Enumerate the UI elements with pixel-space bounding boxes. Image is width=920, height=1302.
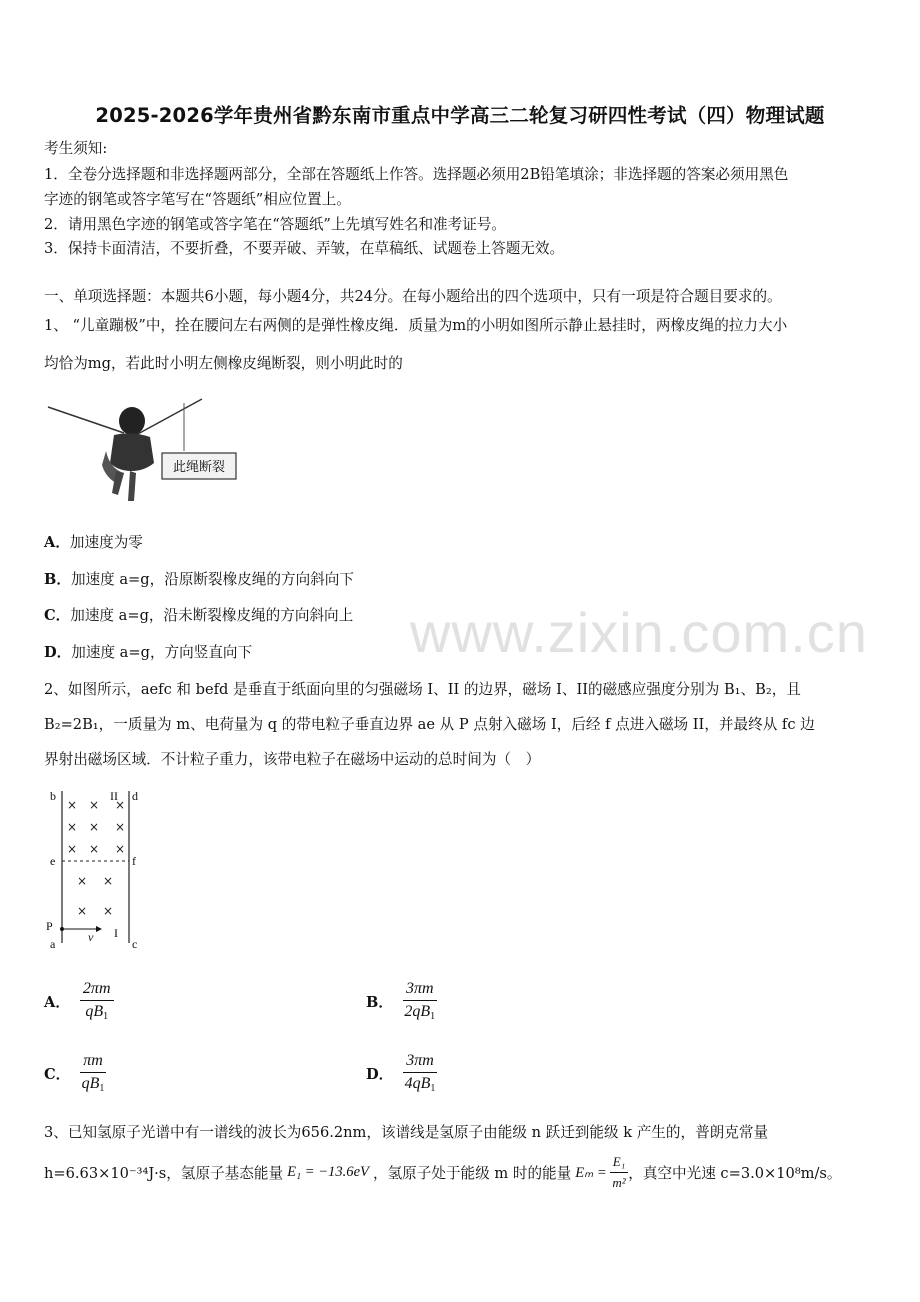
svg-text:×: × [88, 842, 100, 856]
svg-text:×: × [66, 842, 78, 856]
svg-text:×: × [114, 798, 126, 812]
svg-text:×: × [88, 820, 100, 834]
label-d: d [132, 789, 138, 803]
figure-label: 此绳断裂 [172, 460, 226, 475]
q2-option-c[interactable]: C． $\frac{\pi m}{qB_1}$ [44, 1052, 105, 1094]
q2-option-a[interactable]: A． $\frac{2\pi m}{qB_1}$ [44, 980, 114, 1022]
label-e: e [50, 854, 56, 868]
notice-heading: 考生须知: [44, 140, 108, 157]
svg-text:×: × [76, 874, 88, 888]
svg-text:×: × [88, 798, 100, 812]
q1-stem-line2: 均恰为mg，若此时小明左侧橡皮绳断裂，则小明此时的 [44, 355, 403, 372]
notice-item-3: 3．保持卡面清洁，不要折叠，不要弄破、弄皱，在草稿纸、试题卷上答题无效。 [44, 240, 565, 257]
notice-item-2: 2．请用黑色字迹的钢笔或答字笔在“答题纸”上先填写姓名和准考证号。 [44, 216, 507, 233]
q1-option-a[interactable]: A．加速度为零 [44, 534, 143, 551]
q3-stem-line2: h=6.63×10⁻³⁴J·s，氢原子基态能量 E₁ = −13.6eV ，氢原子处于能级 m 时的能量 Eₘ = $\frac{\text{E₁}}{\text{m²}}$ ，真空中光速 c=3.0×10⁸m/s。 [44, 1154, 842, 1190]
label-II: II [110, 789, 118, 803]
q1-option-d[interactable]: D．加速度 a=g，方向竖直向下 [44, 644, 253, 661]
svg-text:×: × [114, 842, 126, 856]
label-f: f [132, 854, 136, 868]
notice-item-1-cont: 字迹的钢笔或答字笔写在“答题纸”相应位置上。 [44, 191, 351, 208]
q2-figure [44, 785, 154, 955]
q3-stem-line1: 3、已知氢原子光谱中有一谱线的波长为656.2nm，该谱线是氢原子由能级 n 跃迁到能级 k 产生的，普朗克常量 [44, 1124, 769, 1141]
q1-figure [44, 393, 244, 511]
q2-stem-line3: 界射出磁场区域．不计粒子重力，该带电粒子在磁场中运动的总时间为（ ） [44, 751, 541, 768]
point-P [60, 927, 64, 931]
label-b: b [50, 789, 56, 803]
q1-stem-line1: 1、 “儿童蹦极”中，拴在腰问左右两侧的是弹性橡皮绳．质量为m的小明如图所示静止悬挂时，两橡皮绳的拉力大小 [44, 317, 788, 334]
svg-text:×: × [66, 798, 78, 812]
velocity-arrow [96, 926, 102, 932]
q2-option-b[interactable]: B． $\frac{3\pi m}{2qB_1}$ [366, 980, 436, 1022]
svg-text:×: × [76, 904, 88, 918]
q2-stem-line2: B₂=2B₁，一质量为 m、电荷量为 q 的带电粒子垂直边界 ae 从 P 点射入磁场 I，后经 f 点进入磁场 II，并最终从 fc 边 [44, 716, 815, 733]
page-title: 2025-2026学年贵州省黔东南市重点中学高三二轮复习研四性考试（四）物理试题 [95, 104, 825, 127]
svg-text:×: × [102, 904, 114, 918]
svg-text:×: × [114, 820, 126, 834]
label-P: P [46, 919, 53, 933]
label-v: v [88, 930, 94, 944]
label-a: a [50, 937, 56, 951]
svg-text:×: × [102, 874, 114, 888]
q1-option-c[interactable]: C．加速度 a=g，沿未断裂橡皮绳的方向斜向上 [44, 607, 354, 624]
section-heading: 一、单项选择题：本题共6小题，每小题4分，共24分。在每小题给出的四个选项中，只有一项是符合题目要求的。 [44, 288, 782, 305]
q2-stem-line1: 2、如图所示，aefc 和 befd 是垂直于纸面向里的匀强磁场 I、II 的边界，磁场 I、II的磁感应强度分别为 B₁、B₂，且 [44, 681, 801, 698]
svg-text:×: × [66, 820, 78, 834]
child-head [119, 407, 145, 435]
q2-option-d[interactable]: D． $\frac{3\pi m}{4qB_1}$ [366, 1052, 436, 1094]
notice-item-1: 1．全卷分选择题和非选择题两部分，全部在答题纸上作答。选择题必须用2B铅笔填涂；非选择题的答案必须用黑色 [44, 166, 789, 183]
label-c: c [132, 937, 138, 951]
watermark: www.zixin.com.cn [410, 601, 868, 664]
label-I: I [114, 926, 118, 940]
q1-option-b[interactable]: B．加速度 a=g，沿原断裂橡皮绳的方向斜向下 [44, 571, 354, 588]
child-body [110, 433, 154, 471]
